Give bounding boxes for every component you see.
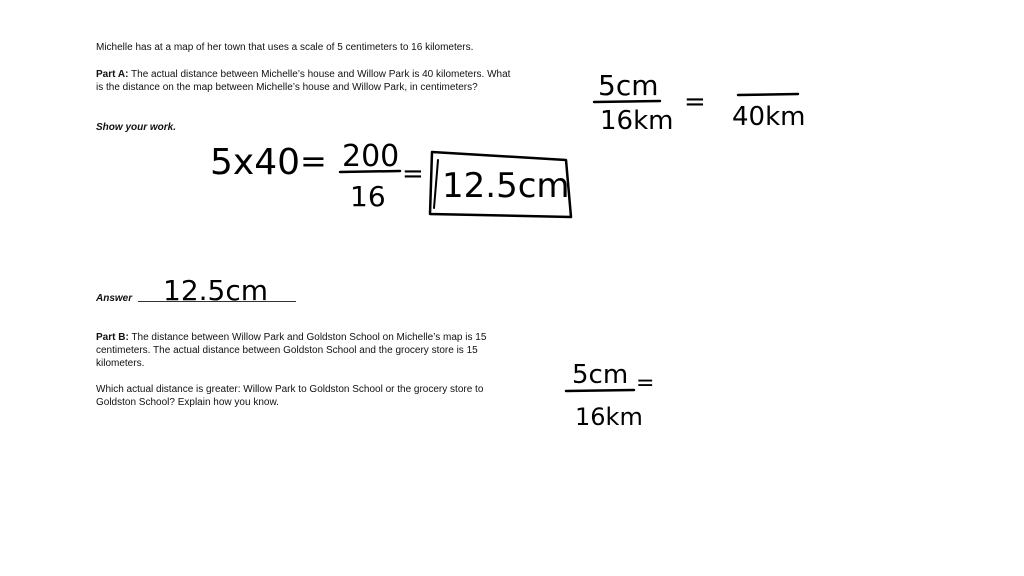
work-product: 5x40 <box>210 142 301 183</box>
ratio-equals: = <box>684 87 706 117</box>
answer-value: 12.5cm <box>163 274 269 307</box>
part-a-text: The actual distance between Michelle’s house and Willow Park is 40 kilometers. What is the distance on the map between Michelle’s house and Willow Park, in centimeters? <box>96 69 511 93</box>
ratio-b-equals: = <box>636 371 655 396</box>
part-a-label: Part A: <box>96 69 129 80</box>
answer-label: Answer <box>96 293 133 304</box>
answer-box-inner-stroke <box>434 160 438 208</box>
ratio-fraction-bar <box>594 101 660 102</box>
ratio-right-denominator: 40km <box>732 102 806 132</box>
ratio-b-numerator: 5cm <box>572 360 629 390</box>
part-b-label: Part B: <box>96 332 129 343</box>
work-equals-1: = <box>300 142 327 180</box>
work-fraction-bar <box>340 171 400 172</box>
answer-line <box>138 301 296 302</box>
part-a-prompt <box>96 68 516 94</box>
ratio-right-fraction-bar <box>738 94 798 95</box>
work-numerator: 200 <box>342 139 400 174</box>
part-b-prompt <box>96 331 526 370</box>
ratio-numerator: 5cm <box>598 69 659 102</box>
problem-intro: Michelle has at a map of her town that uses a scale of 5 centimeters to 16 kilometers. <box>96 42 474 53</box>
boxed-answer: 12.5cm <box>442 166 570 206</box>
work-equals-2: = <box>402 159 424 189</box>
work-denominator: 16 <box>350 180 386 213</box>
part-b-text: The distance between Willow Park and Goldston School on Michelle’s map is 15 centimeters. The actual distance between Goldston School and the grocery store is 15 kilometers. <box>96 332 487 369</box>
ratio-denominator: 16km <box>600 106 674 136</box>
part-b-question: Which actual distance is greater: Willow Park to Goldston School or the grocery store to Goldston School? Explain how you know. <box>96 384 484 408</box>
ratio-b-denominator: 16km <box>575 403 643 431</box>
answer-box <box>430 152 571 217</box>
ratio-b-fraction-bar <box>566 390 634 391</box>
show-work-label: Show your work. <box>96 122 177 133</box>
